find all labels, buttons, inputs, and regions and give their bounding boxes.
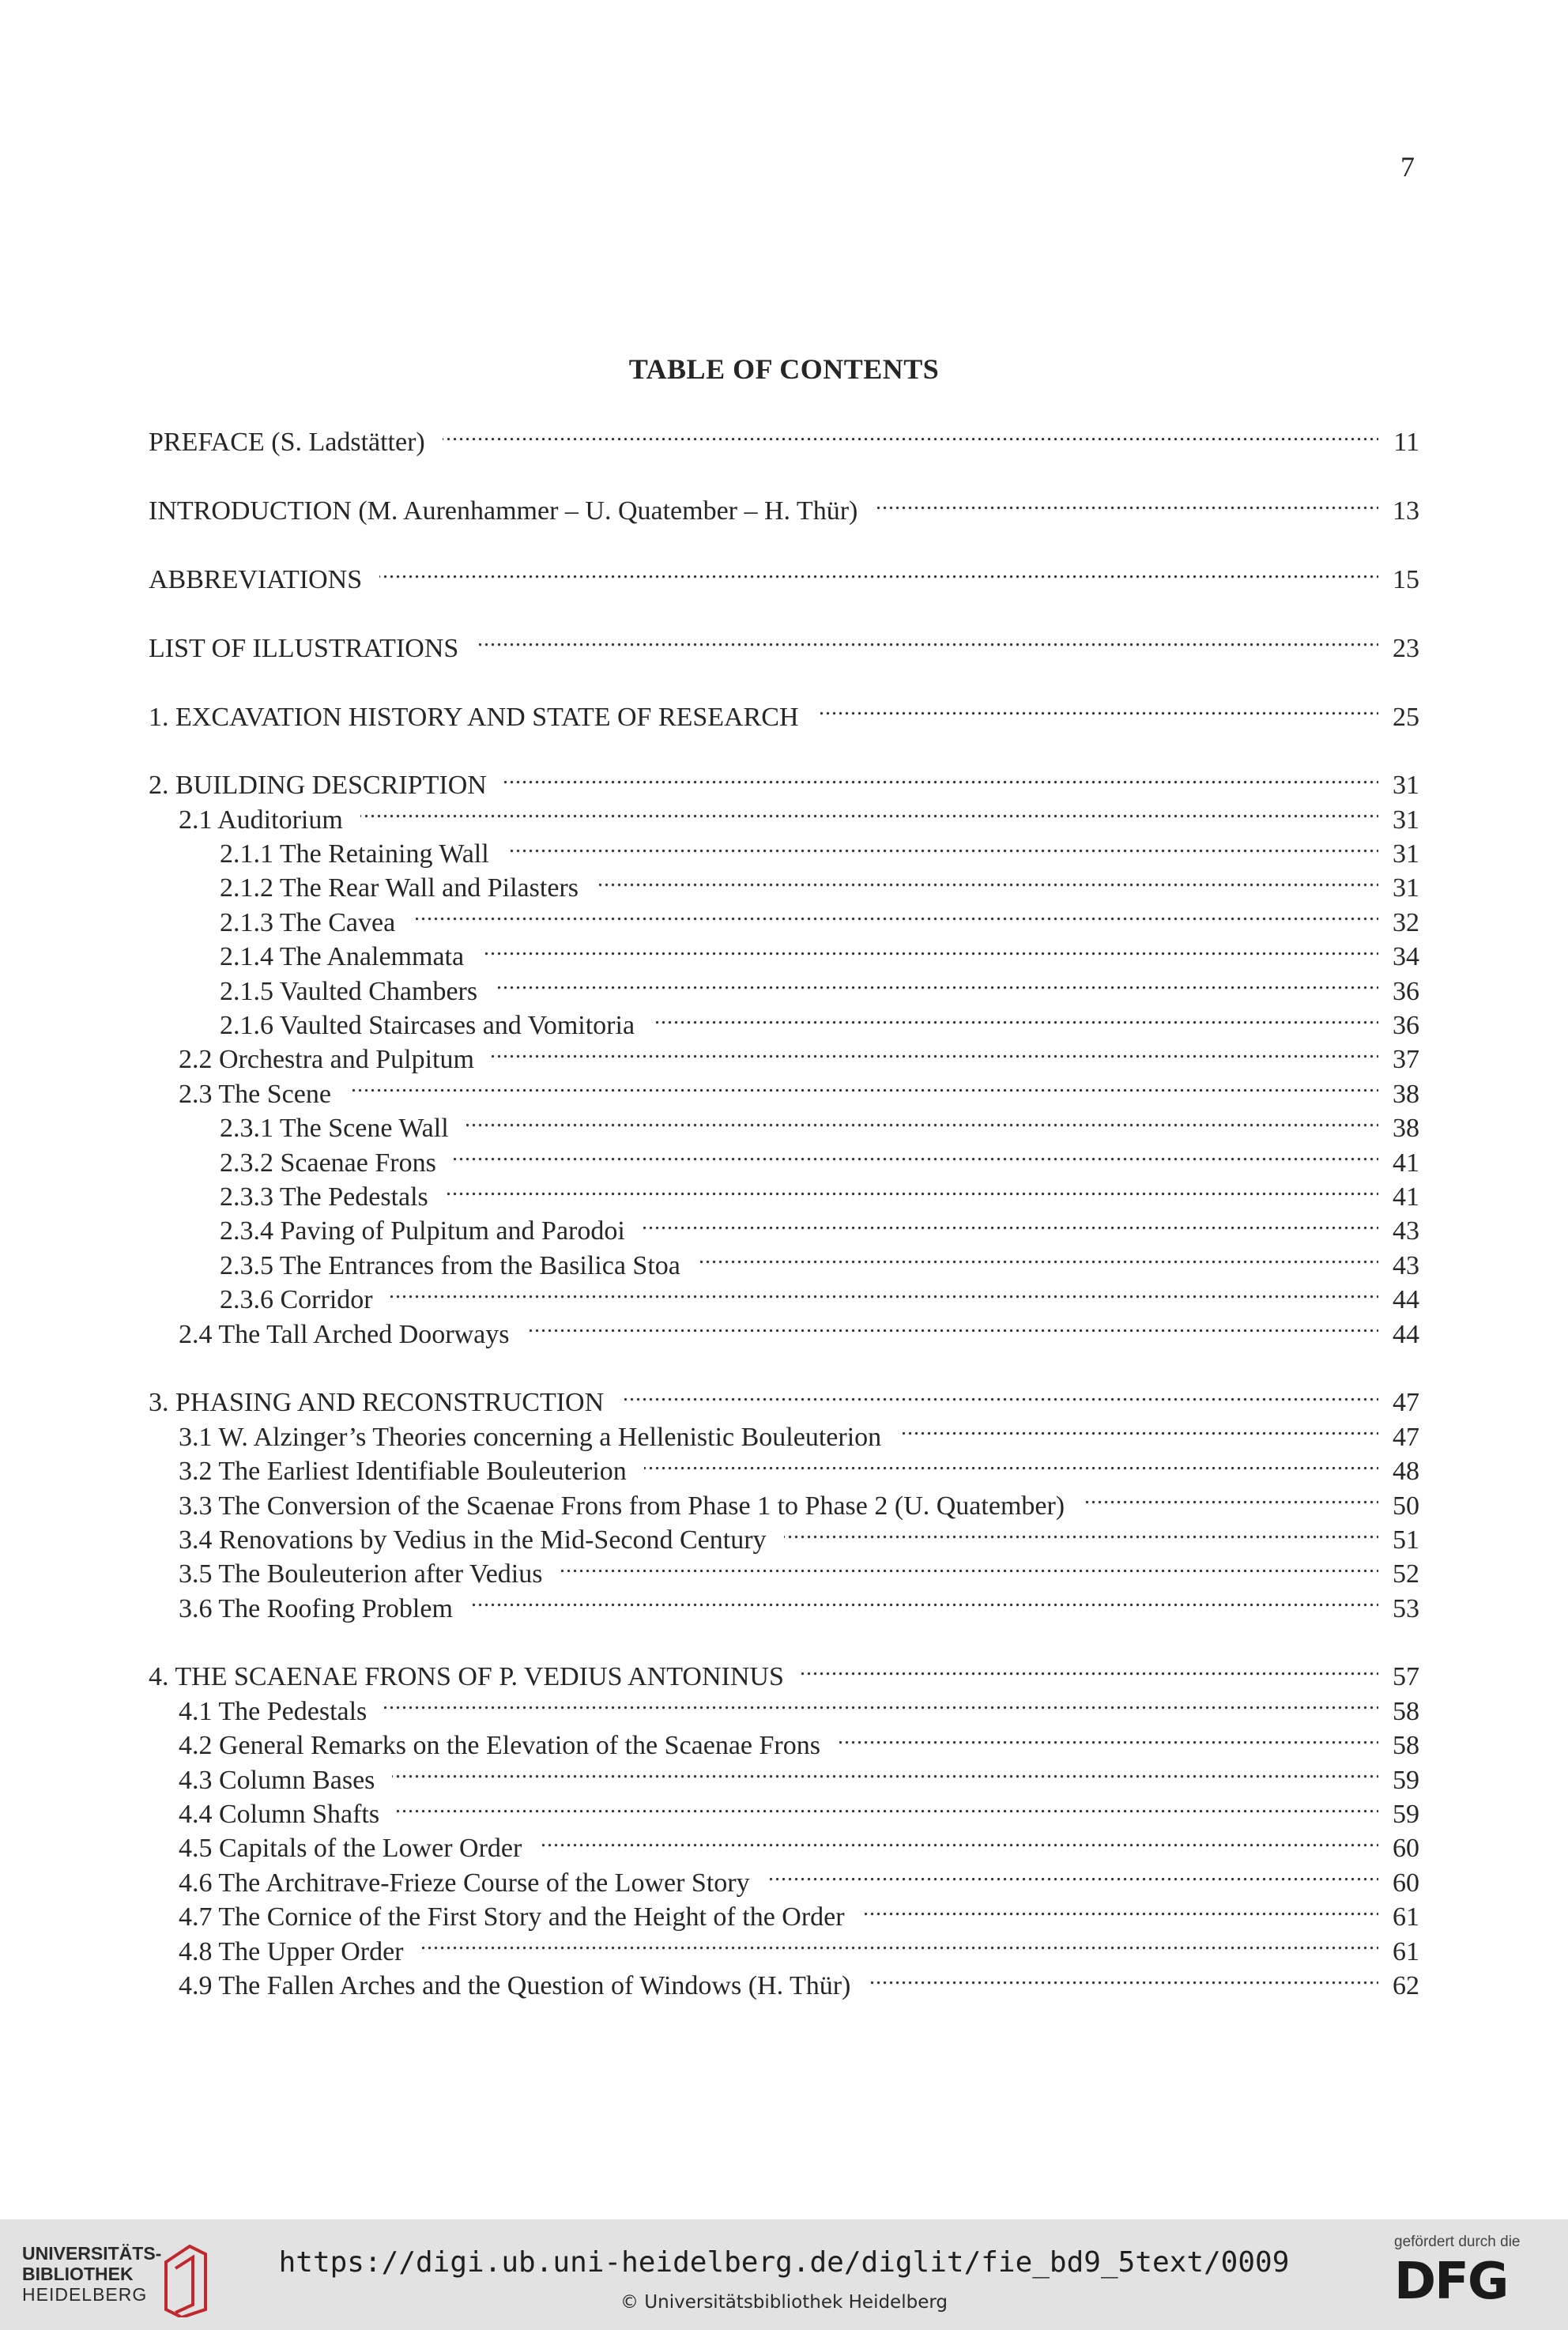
toc-entry-page: 31: [1393, 873, 1419, 903]
toc-entry-page: 48: [1393, 1457, 1419, 1487]
toc-entry-page: 57: [1393, 1662, 1419, 1692]
toc-entry[interactable]: [149, 417, 1419, 458]
toc-entry-label: 2.3.1 The Scene Wall: [220, 1114, 449, 1144]
toc-entry-page: 13: [1393, 496, 1419, 526]
toc-entry-label: 2.1.5 Vaulted Chambers: [220, 976, 478, 1006]
toc-entry-page: 32: [1393, 907, 1419, 937]
toc-entry-label: 2. BUILDING DESCRIPTION: [149, 771, 487, 801]
toc-leader-dots: [397, 1789, 1378, 1823]
page-number: 7: [1400, 151, 1415, 183]
toc-leader-dots: [384, 1685, 1378, 1719]
toc-entry-label: 2.3.3 The Pedestals: [220, 1182, 428, 1212]
toc-leader-dots: [621, 1377, 1378, 1411]
toc-entry-page: 34: [1393, 942, 1419, 972]
toc-entry-label: 2.2 Orchestra and Pulpitum: [179, 1045, 474, 1075]
toc-leader-dots: [644, 1446, 1378, 1480]
toc-entry-label: 2.3 The Scene: [179, 1079, 331, 1109]
toc-entry-label: 2.3.6 Corridor: [220, 1285, 373, 1315]
toc-entry-label: 4.6 The Architrave-Frieze Course of the Lower Story: [179, 1868, 750, 1898]
toc-entry-page: 11: [1393, 428, 1419, 458]
toc-entry-page: 50: [1393, 1491, 1419, 1521]
library-name-line1: UNIVERSITÄTS-: [22, 2243, 162, 2264]
toc-entry-page: 38: [1393, 1079, 1419, 1109]
page-title: TABLE OF CONTENTS: [628, 353, 940, 385]
toc-entry-page: 52: [1393, 1559, 1419, 1589]
toc-leader-dots: [875, 485, 1378, 519]
toc-entry-label: 4.9 The Fallen Arches and the Question of Windows (H. Thür): [179, 1970, 851, 2000]
dfg-wordmark: DFG: [1394, 2253, 1508, 2311]
toc-entry-label: 4.1 The Pedestals: [179, 1696, 368, 1726]
toc-leader-dots: [1082, 1480, 1378, 1514]
toc-entry[interactable]: [149, 760, 1419, 801]
toc-leader-dots: [596, 862, 1378, 896]
toc-entry-page: 31: [1393, 771, 1419, 801]
toc-entry-label: 2.1.1 The Retaining Wall: [220, 839, 489, 869]
toc-leader-dots: [481, 931, 1378, 965]
footer-bar: [0, 2219, 1568, 2330]
toc-entry-label: 3.3 The Conversion of the Scaenae Frons from Phase 1 to Phase 2 (U. Quatember): [179, 1491, 1065, 1521]
toc-leader-dots: [801, 1651, 1378, 1685]
toc-entry-page: 62: [1393, 1970, 1419, 2000]
source-url-link[interactable]: https://digi.ub.uni-heidelberg.de/diglit/fie_bd9_5text/0009: [278, 2246, 1290, 2279]
toc-entry-page: 60: [1393, 1868, 1419, 1898]
toc-entry-label: 4.8 The Upper Order: [179, 1936, 404, 1966]
toc-leader-dots: [643, 1205, 1378, 1239]
toc-leader-dots: [476, 622, 1378, 656]
toc-leader-dots: [349, 1068, 1378, 1102]
toc-entry-label: 3. PHASING AND RECONSTRUCTION: [149, 1388, 605, 1418]
toc-entry[interactable]: [149, 622, 1419, 663]
toc-leader-dots: [868, 1960, 1378, 1994]
toc-entry-page: 44: [1393, 1319, 1419, 1349]
toc-entry-page: 47: [1393, 1422, 1419, 1452]
toc-leader-dots: [862, 1891, 1378, 1925]
toc-leader-dots: [698, 1239, 1378, 1273]
toc-entry[interactable]: [149, 1377, 1419, 1418]
toc-leader-dots: [360, 794, 1378, 828]
toc-entry-page: 41: [1393, 1182, 1419, 1212]
toc-leader-dots: [392, 1754, 1378, 1788]
toc-entry-label: 4.5 Capitals of the Lower Order: [179, 1834, 522, 1864]
toc-entry-label: 3.2 The Earliest Identifiable Bouleuterion: [179, 1457, 627, 1487]
toc-leader-dots: [899, 1411, 1378, 1445]
toc-leader-dots: [470, 1582, 1378, 1616]
toc-entry-label: LIST OF ILLUSTRATIONS: [149, 633, 459, 663]
toc-leader-dots: [816, 691, 1378, 725]
library-name-line2: BIBLIOTHEK: [22, 2264, 134, 2284]
toc-leader-dots: [379, 554, 1378, 588]
toc-entry-page: 43: [1393, 1216, 1419, 1246]
toc-leader-dots: [443, 417, 1378, 451]
toc-entry-label: 2.4 The Tall Arched Doorways: [179, 1319, 510, 1349]
toc-entry-label: 3.5 The Bouleuterion after Vedius: [179, 1559, 543, 1589]
toc-entry-label: 4. THE SCAENAE FRONS OF P. VEDIUS ANTONINUS: [149, 1662, 784, 1692]
toc-entry-page: 31: [1393, 805, 1419, 835]
toc-leader-dots: [526, 1308, 1378, 1342]
toc-entry-label: 4.2 General Remarks on the Elevation of the Scaenae Frons: [179, 1731, 820, 1761]
toc-leader-dots: [466, 1103, 1378, 1137]
toc-entry-page: 25: [1393, 702, 1419, 732]
toc-entry[interactable]: [149, 485, 1419, 526]
toc-entry-label: INTRODUCTION (M. Aurenhammer – U. Quatember – H. Thür): [149, 496, 858, 526]
toc-entry-page: 36: [1393, 1011, 1419, 1041]
toc-entry-label: 4.3 Column Bases: [179, 1765, 375, 1795]
toc-leader-dots: [413, 896, 1378, 930]
toc-leader-dots: [446, 1171, 1378, 1205]
toc-entry-page: 31: [1393, 839, 1419, 869]
toc-entry-label: 2.1.3 The Cavea: [220, 907, 396, 937]
toc-entry-label: 2.1.6 Vaulted Staircases and Vomitoria: [220, 1011, 635, 1041]
toc-entry-label: 4.7 The Cornice of the First Story and the Height of the Order: [179, 1902, 845, 1932]
toc-entry-label: 4.4 Column Shafts: [179, 1800, 380, 1830]
toc-entry-page: 47: [1393, 1388, 1419, 1418]
table-of-contents: [149, 417, 1419, 2000]
toc-entry-label: 3.4 Renovations by Vedius in the Mid-Second Century: [179, 1525, 767, 1555]
toc-entry-page: 59: [1393, 1765, 1419, 1795]
toc-leader-dots: [767, 1857, 1378, 1891]
toc-entry[interactable]: [149, 1651, 1419, 1692]
toc-entry-page: 23: [1393, 633, 1419, 663]
toc-leader-dots: [495, 965, 1378, 999]
toc-entry-page: 59: [1393, 1800, 1419, 1830]
toc-entry-label: 3.6 The Roofing Problem: [179, 1593, 453, 1623]
toc-leader-dots: [390, 1274, 1378, 1308]
toc-leader-dots: [560, 1548, 1378, 1582]
toc-entry-label: 3.1 W. Alzinger’s Theories concerning a Hellenistic Bouleuterion: [179, 1422, 882, 1452]
toc-entry-page: 51: [1393, 1525, 1419, 1555]
toc-leader-dots: [507, 828, 1378, 862]
toc-entry-label: 2.1 Auditorium: [179, 805, 343, 835]
funder-note: gefördert durch die: [1394, 2234, 1521, 2250]
toc-entry-page: 37: [1393, 1045, 1419, 1075]
toc-leader-dots: [504, 760, 1378, 794]
toc-leader-dots: [421, 1925, 1378, 1959]
toc-entry[interactable]: [149, 554, 1419, 594]
library-name-line3: HEIDELBERG: [22, 2284, 148, 2305]
toc-entry-page: 58: [1393, 1696, 1419, 1726]
copyright-notice: © Universitätsbibliothek Heidelberg: [620, 2292, 948, 2313]
toc-entry-page: 61: [1393, 1902, 1419, 1932]
toc-entry-page: 38: [1393, 1114, 1419, 1144]
toc-leader-dots: [539, 1823, 1378, 1857]
toc-entry-page: 41: [1393, 1148, 1419, 1178]
toc-entry-label: 2.3.5 The Entrances from the Basilica Stoa: [220, 1250, 680, 1280]
toc-entry-label: 2.3.4 Paving of Pulpitum and Parodoi: [220, 1216, 625, 1246]
toc-entry-page: 58: [1393, 1731, 1419, 1761]
toc-entry-page: 53: [1393, 1593, 1419, 1623]
toc-entry-page: 61: [1393, 1936, 1419, 1966]
toc-leader-dots: [492, 1034, 1378, 1068]
toc-entry-page: 43: [1393, 1250, 1419, 1280]
toc-leader-dots: [784, 1514, 1378, 1548]
toc-entry-page: 15: [1393, 564, 1419, 594]
toc-entry-label: 1. EXCAVATION HISTORY AND STATE OF RESEARCH: [149, 702, 799, 732]
toc-entry-label: PREFACE (S. Ladstätter): [149, 428, 425, 458]
toc-leader-dots: [652, 1000, 1378, 1034]
toc-leader-dots: [838, 1720, 1378, 1754]
toc-entry-label: 2.1.2 The Rear Wall and Pilasters: [220, 873, 579, 903]
toc-entry-label: 2.1.4 The Analemmata: [220, 942, 465, 972]
toc-leader-dots: [454, 1137, 1378, 1171]
toc-entry[interactable]: [149, 691, 1419, 732]
dfg-logo[interactable]: [1394, 2234, 1521, 2309]
toc-entry-label: ABBREVIATIONS: [149, 564, 363, 594]
toc-entry-label: 2.3.2 Scaenae Frons: [220, 1148, 436, 1178]
toc-entry-page: 44: [1393, 1285, 1419, 1315]
toc-entry-page: 60: [1393, 1834, 1419, 1864]
toc-entry-page: 36: [1393, 976, 1419, 1006]
